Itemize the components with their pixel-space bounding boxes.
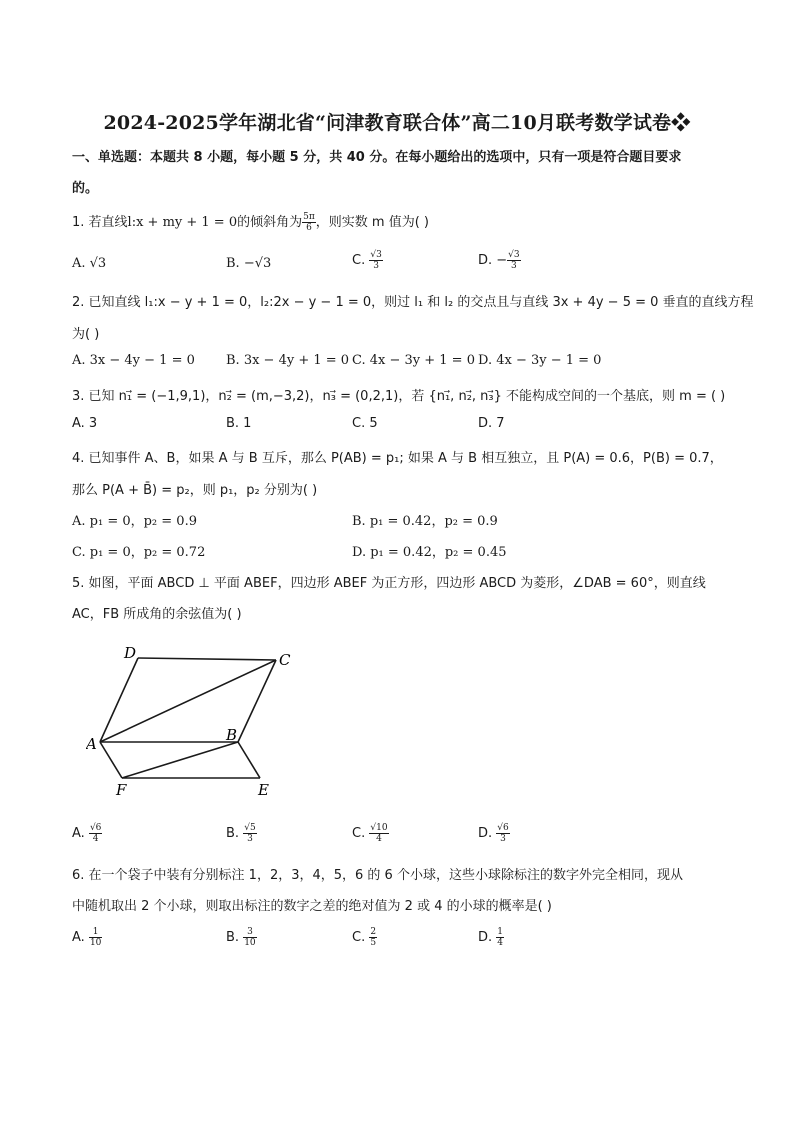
q1-c-den: 3 [373,261,379,271]
q6-option-c-fraction [369,927,377,948]
q6-option-c-label: C. [352,930,366,945]
q5-option-c-label: C. [352,826,366,841]
q3-option-c: C. 5 [352,416,378,431]
edge-ac [100,660,276,742]
q1-option-d-fraction [507,250,520,271]
question-4-line1: 4. 已知事件 A、B，如果 A 与 B 互斥，那么 P(AB) = p₁; 如果 A 与 B 相互独立，且 P(A) = 0.6，P(B) = 0.7， [72,451,723,466]
q1-option-b: B. −√3 [226,256,272,271]
page-title: 2024-2025学年湖北省“问津教育联合体”高二10月联考数学试卷❖ [103,112,691,134]
question-6-line2: 中随机取出 2 个小球，则取出标注的数字之差的绝对值为 2 或 4 的小球的概率是( ) [72,899,552,914]
edge-fb [122,742,238,778]
edge-da [100,658,138,742]
q1-c-num: √3 [370,250,382,260]
q6-option-d-fraction [496,927,504,948]
q2-option-c: C. 4x − 3y + 1 = 0 [352,353,475,368]
edge-dc [138,658,276,660]
q3-option-d: D. 7 [478,416,505,431]
geometry-diagram [86,640,316,800]
question-2-line2: 为( ) [72,327,100,342]
q5-option-d [478,823,510,844]
q5-b-num: √5 [244,823,256,833]
q1-d-num: √3 [508,250,520,260]
label-a: A [86,735,97,753]
q6-c-den: 5 [370,938,377,948]
q1-option-d-label: D. − [478,253,508,268]
q6-option-a-fraction [89,927,102,948]
rhombus-square-figure [86,640,316,800]
edge-cb [238,660,276,742]
label-e: E [258,781,269,799]
q3-option-a: A. 3 [72,416,98,431]
q1-stem-b: 的倾斜角为 [237,215,303,230]
q5-option-a [72,823,102,844]
q4-option-a: A. p₁ = 0，p₂ = 0.9 [72,514,197,529]
section-heading-line1: 一、单选题：本题共 8 小题，每小题 5 分，共 40 分。在每小题给出的选项中，只有一项是符合题目要求 [72,150,682,165]
q6-option-b-fraction [243,927,256,948]
q4-option-c: C. p₁ = 0，p₂ = 0.72 [72,545,206,560]
q1-option-a: A. √3 [72,256,107,271]
question-3-line1: 3. 已知 n₁⃗ = (−1,9,1)，n₂⃗ = (m,−3,2)，n₃⃗ = (0,2,1)，若 {n₁⃗, n₂⃗, n₃⃗} 不能构成空间的一个基底，则 m = ( ) [72,389,726,404]
q5-d-num: √6 [497,823,509,833]
q6-a-den: 10 [89,938,102,948]
question-1-stem [72,211,429,233]
q6-c-num: 2 [370,927,377,937]
q6-option-d [478,927,504,948]
q5-option-b-label: B. [226,826,240,841]
q1-option-c-fraction [369,250,382,271]
edge-be [238,742,260,778]
q5-b-den: 3 [247,834,253,844]
q6-a-num: 1 [89,927,102,938]
q2-option-d: D. 4x − 3y − 1 = 0 [478,353,602,368]
q4-option-b: B. p₁ = 0.42，p₂ = 0.9 [352,514,498,529]
q5-option-d-label: D. [478,826,493,841]
q1-angle-fraction [302,212,316,233]
label-d: D [124,644,137,662]
q1-stem-a: 1. 若直线 [72,215,128,230]
question-2-line1: 2. 已知直线 l₁:x − y + 1 = 0，l₂:2x − y − 1 = 0，则过 l₁ 和 l₂ 的交点且与直线 3x + 4y − 5 = 0 垂直的直线方程 [72,295,754,310]
edge-af [100,742,122,778]
q5-a-num: √6 [89,823,102,833]
q1-option-c-label: C. [352,253,366,268]
q1-angle-den: 6 [306,223,312,233]
q6-d-den: 4 [497,938,504,948]
q5-option-b [226,823,257,844]
q5-c-den: 4 [376,834,382,844]
q2-option-a: A. 3x − 4y − 1 = 0 [72,353,195,368]
q6-option-a [72,927,102,948]
q6-option-a-label: A. [72,930,85,945]
section-heading-line2: 的。 [72,181,99,196]
q1-d-den: 3 [511,261,517,271]
q5-option-d-fraction [496,823,509,844]
q2-option-b: B. 3x − 4y + 1 = 0 [226,353,350,368]
q6-option-b [226,927,257,948]
q4-option-d: D. p₁ = 0.42，p₂ = 0.45 [352,545,507,560]
q1-option-c [352,250,383,271]
q6-d-num: 1 [497,927,504,937]
question-6-line1: 6. 在一个袋子中装有分别标注 1，2，3，4，5，6 的 6 个小球，这些小球除标注的数字外完全相同，现从 [72,868,683,883]
q6-option-d-label: D. [478,930,493,945]
q5-option-b-fraction [243,823,256,844]
q5-a-den: 4 [92,834,99,844]
q5-option-a-fraction [89,823,102,844]
q5-d-den: 3 [500,834,506,844]
q6-b-den: 10 [244,938,256,948]
question-5-line2: AC，FB 所成角的余弦值为( ) [72,607,242,622]
q6-option-c [352,927,377,948]
q1-stem-c: ，则实数 m 值为( ) [315,215,429,230]
label-c: C [279,651,291,669]
q5-option-a-label: A. [72,826,85,841]
label-f: F [116,781,127,799]
label-b: B [226,726,238,744]
q5-c-num: √10 [370,823,388,833]
q1-option-d [478,250,521,271]
q1-line-equation: l:x + my + 1 = 0 [127,215,238,230]
q1-angle-num: 5π [303,212,315,222]
q3-option-b: B. 1 [226,416,252,431]
q6-b-num: 3 [243,927,256,938]
question-4-line2: 那么 P(A + B̄) = p₂，则 p₁，p₂ 分别为( ) [72,483,318,498]
question-5-line1: 5. 如图，平面 ABCD ⊥ 平面 ABEF，四边形 ABEF 为正方形，四边形 ABCD 为菱形，∠DAB = 60°，则直线 [72,576,706,591]
q5-option-c-fraction [369,823,388,844]
q5-option-c [352,823,389,844]
q6-option-b-label: B. [226,930,240,945]
